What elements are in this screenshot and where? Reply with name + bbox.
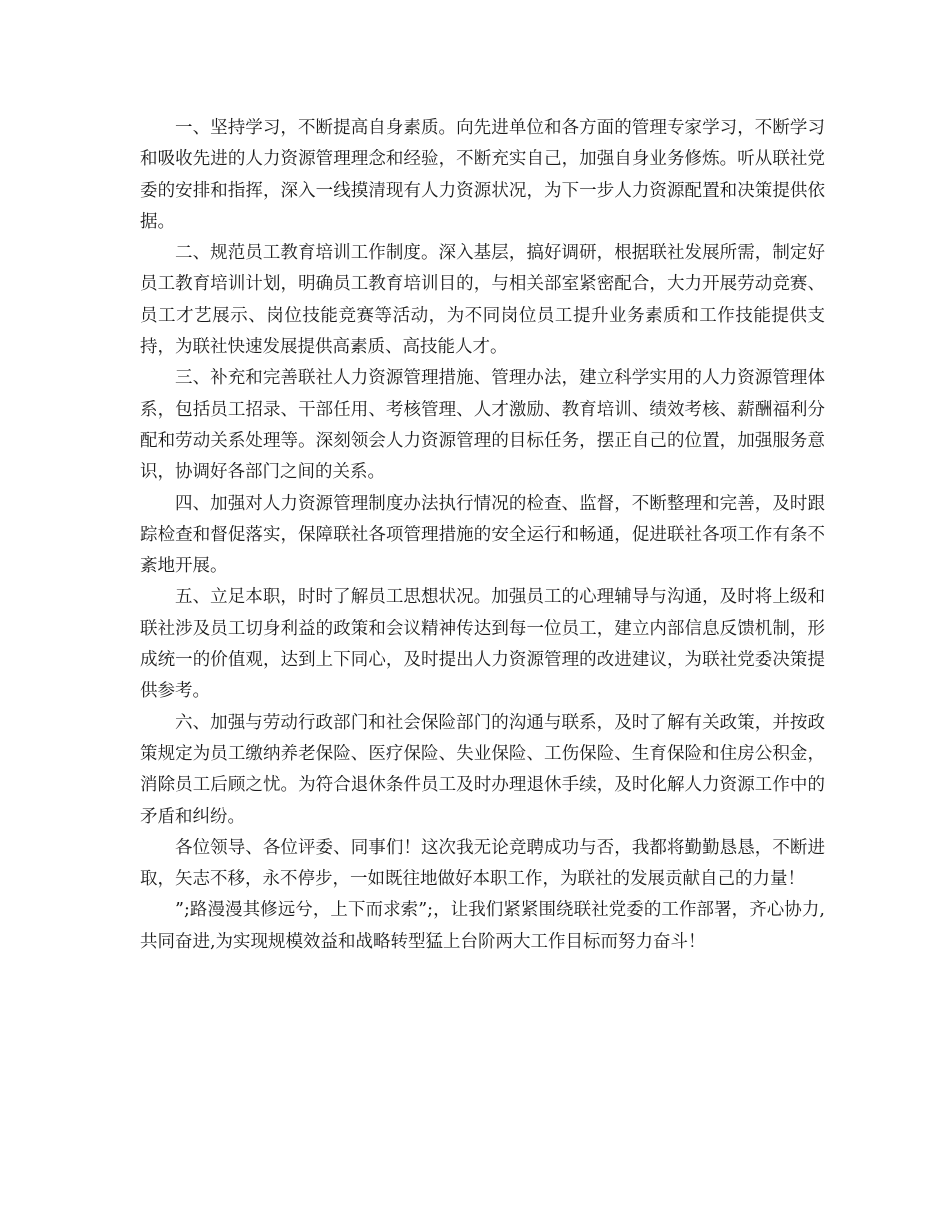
paragraph-closing-statement: 各位领导、各位评委、同事们！这次我无论竞聘成功与否，我都将勤勤恳恳，不断进取，矢志不移，永不停步，一如既往地做好本职工作，为联社的发展贡献自己的力量！: [140, 837, 825, 890]
paragraph-training: 二、规范员工教育培训工作制度。深入基层，搞好调研，根据联社发展所需，制定好员工教育培训计划，明确员工教育培训目的，与相关部室紧密配合，大力开展劳动竞赛、员工才艺展示、岗位技能竞赛等活动，为不同岗位员工提升业务素质和工作技能提供支持，为联社快速发展提供高素质、高技能人才。: [140, 243, 825, 358]
document-body: [140, 113, 825, 958]
paragraph-final-call: ”;路漫漫其修远兮，上下而求索”;，让我们紧紧围绕联社党委的工作部署，齐心协力,共同奋进,为实现规模效益和战略转型猛上台阶两大工作目标而努力奋斗！: [140, 900, 825, 952]
paragraph-supervision: 四、加强对人力资源管理制度办法执行情况的检查、监督，不断整理和完善，及时跟踪检查和督促落实，保障联社各项管理措施的安全运行和畅通，促进联社各项工作有条不紊地开展。: [140, 493, 825, 577]
paragraph-management-system: 三、补充和完善联社人力资源管理措施、管理办法，建立科学实用的人力资源管理体系，包括员工招录、干部任用、考核管理、人才激励、教育培训、绩效考核、薪酬福利分配和劳动关系处理等。深刻领会人力资源管理的目标任务，摆正自己的位置，加强服务意识，协调好各部门之间的关系。: [140, 368, 825, 483]
paragraph-study: 一、坚持学习，不断提高自身素质。向先进单位和各方面的管理专家学习，不断学习和吸收先进的人力资源管理理念和经验，不断充实自己，加强自身业务修炼。听从联社党委的安排和指挥，深入一线摸清现有人力资源状况，为下一步人力资源配置和决策提供依据。: [140, 118, 825, 232]
paragraph-employee-communication: 五、立足本职，时时了解员工思想状况。加强员工的心理辅导与沟通，及时将上级和联社涉及员工切身利益的政策和会议精神传达到每一位员工，建立内部信息反馈机制，形成统一的价值观，达到上下同心，及时提出人力资源管理的改进建议，为联社党委决策提供参考。: [140, 587, 825, 702]
paragraph-social-insurance: 六、加强与劳动行政部门和社会保险部门的沟通与联系，及时了解有关政策，并按政策规定为员工缴纳养老保险、医疗保险、失业保险、工伤保险、生育保险和住房公积金，消除员工后顾之忧。为符合退休条件员工及时办理退休手续，及时化解人力资源工作中的矛盾和纠纷。: [140, 712, 825, 827]
